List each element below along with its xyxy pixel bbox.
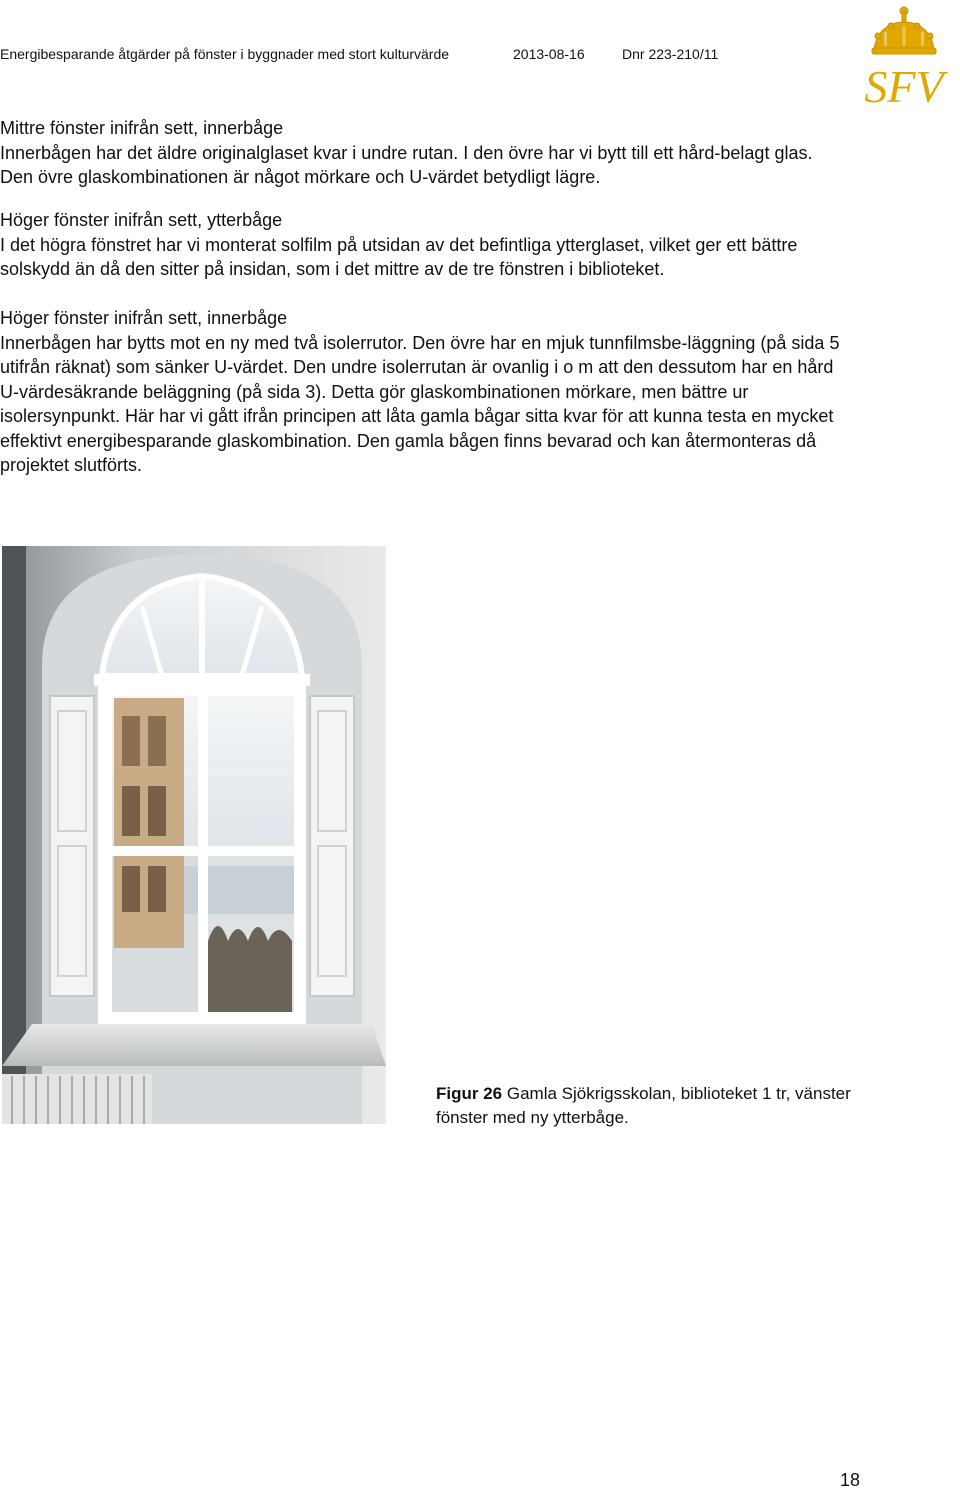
section-body: I det högra fönstret har vi monterat solfilm på utsidan av det befintliga ytterglaset, vilket ger ett bättre solskydd än då den sitter på insidan, som i det mittre av de tre fönstren i biblioteket. xyxy=(0,234,798,279)
section-body: Innerbågen har bytts mot en ny med två isolerrutor. Den övre har en mjuk tunnfilmsbe-läggning (på sida 5 utifrån räknat) som sänker U-värdet. Den undre isolerrutan är ovanlig i o m att den dessutom har en hård U-värdesäkrande beläggning (på sida 3). Detta gör glaskombinationen mörkare, men bättre ur isolersynpunkt. Här har vi gått ifrån principen att låta gamla bågar sitta kvar för att kunna testa en mycket effektivt energibesparande glaskombination. Den gamla bågen finns bevarad och kan återmonteras då projektet slutförts. xyxy=(0,332,840,475)
section-heading: Höger fönster inifrån sett, ytterbåge xyxy=(0,210,283,230)
header-title: Energibesparande åtgärder på fönster i byggnader med stort kulturvärde xyxy=(0,46,450,62)
section-heading: Mittre fönster inifrån sett, innerbåge xyxy=(0,118,284,138)
section-heading: Höger fönster inifrån sett, innerbåge xyxy=(0,308,288,328)
section-middle-window xyxy=(0,116,850,190)
window-photo xyxy=(2,546,386,1124)
svg-text:SFV: SFV xyxy=(864,61,944,112)
section-body: Innerbågen har det äldre originalglaset kvar i undre rutan. I den övre har vi bytt till ett hård-belagt glas. Den övre glaskombinationen är något mörkare och U-värdet betydligt lägre. xyxy=(0,142,813,187)
header-date: 2013-08-16 xyxy=(513,46,585,62)
figure-label: Figur 26 xyxy=(436,1084,503,1103)
sfv-crown-logo xyxy=(848,2,960,114)
figure-caption xyxy=(436,1082,856,1130)
figure-caption-text: Gamla Sjökrigsskolan, biblioteket 1 tr, vänster fönster med ny ytterbåge. xyxy=(436,1084,851,1127)
page-number: 18 xyxy=(839,1470,860,1490)
header-dnr: Dnr 223-210/11 xyxy=(622,46,719,62)
section-right-window-inner xyxy=(0,306,850,478)
section-right-window-outer xyxy=(0,208,850,282)
